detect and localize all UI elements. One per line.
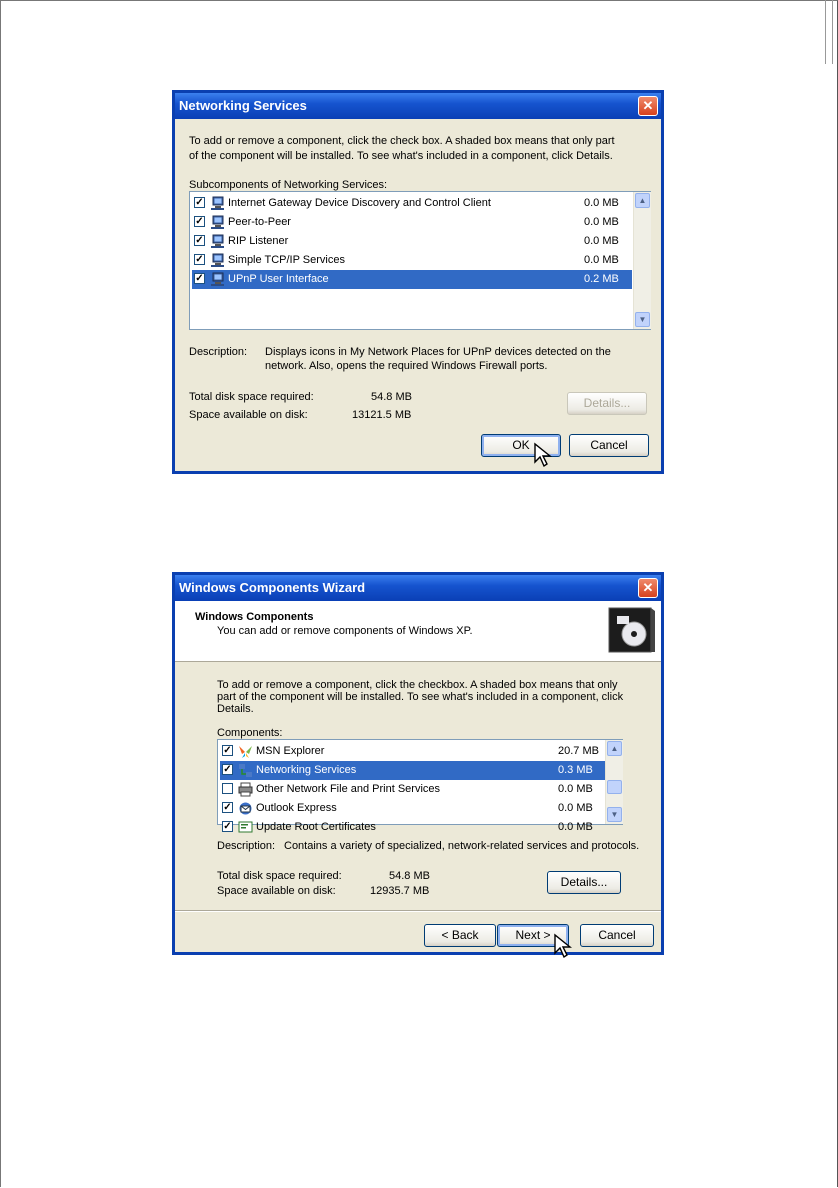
list-item-label: Simple TCP/IP Services bbox=[228, 254, 345, 266]
list-item-size: 20.7 MB bbox=[558, 745, 599, 757]
checkbox[interactable]: ✓ bbox=[195, 254, 204, 265]
windows-components-wizard bbox=[172, 572, 664, 955]
description-line1: Displays icons in My Network Places for UPnP devices detected on the bbox=[265, 346, 611, 358]
list-item[interactable] bbox=[220, 818, 606, 837]
checkbox[interactable]: ✓ bbox=[195, 273, 204, 284]
close-icon[interactable]: ✕ bbox=[638, 578, 658, 598]
intro-text-line3: Details. bbox=[217, 703, 254, 715]
back-button[interactable]: < Back bbox=[424, 924, 496, 947]
network-computer-icon bbox=[210, 253, 225, 268]
intro-text-line2: part of the component will be installed. To see what's included in a component, click bbox=[217, 691, 624, 703]
disk-required-value: 54.8 MB bbox=[371, 391, 412, 403]
details-button[interactable]: Details... bbox=[567, 392, 647, 415]
checkbox[interactable]: ✓ bbox=[195, 216, 204, 227]
list-item[interactable] bbox=[192, 270, 632, 289]
list-item-label: Peer-to-Peer bbox=[228, 216, 291, 228]
checkbox[interactable]: ✓ bbox=[195, 235, 204, 246]
list-item-label: Update Root Certificates bbox=[256, 821, 376, 833]
list-item-size: 0.0 MB bbox=[584, 216, 619, 228]
subcomponents-list[interactable] bbox=[189, 191, 651, 330]
list-item-label: Outlook Express bbox=[256, 802, 337, 814]
disk-required-label: Total disk space required: bbox=[217, 870, 342, 882]
list-item-size: 0.0 MB bbox=[558, 783, 593, 795]
dialog-titlebar[interactable] bbox=[175, 575, 661, 601]
dialog-titlebar[interactable] bbox=[175, 93, 661, 119]
scroll-thumb[interactable] bbox=[607, 780, 622, 794]
description-line2: network. Also, opens the required Windows Firewall ports. bbox=[265, 360, 548, 372]
mouse-pointer-icon bbox=[553, 933, 579, 959]
list-item[interactable] bbox=[220, 799, 606, 818]
list-item[interactable] bbox=[220, 761, 606, 780]
list-item-label: UPnP User Interface bbox=[228, 273, 329, 285]
disk-available-value: 12935.7 MB bbox=[370, 885, 430, 897]
network-computer-icon bbox=[210, 234, 225, 249]
checkbox[interactable]: ✓ bbox=[195, 197, 204, 208]
list-item[interactable] bbox=[220, 780, 606, 799]
page-edge-mark bbox=[825, 0, 833, 64]
wizard-header bbox=[175, 601, 661, 662]
description-text: Contains a variety of specialized, network-related services and protocols. bbox=[284, 840, 640, 852]
scroll-down-icon[interactable]: ▼ bbox=[607, 807, 622, 822]
next-button[interactable]: Next > bbox=[497, 924, 569, 947]
checkbox[interactable]: ✓ bbox=[223, 802, 232, 813]
scroll-up-icon[interactable]: ▲ bbox=[635, 193, 650, 208]
networking-services-dialog bbox=[172, 90, 664, 474]
checkbox[interactable]: ✓ bbox=[223, 764, 232, 775]
subcomponents-label: Subcomponents of Networking Services: bbox=[189, 179, 388, 191]
scroll-down-icon[interactable]: ▼ bbox=[635, 312, 650, 327]
msn-butterfly-icon bbox=[238, 744, 253, 759]
dialog-title: Networking Services bbox=[179, 98, 307, 113]
list-item-size: 0.0 MB bbox=[584, 235, 619, 247]
disk-required-label: Total disk space required: bbox=[189, 391, 314, 403]
checkbox[interactable]: ✓ bbox=[223, 821, 232, 832]
disk-available-label: Space available on disk: bbox=[189, 409, 308, 421]
close-icon[interactable]: ✕ bbox=[638, 96, 658, 116]
dialog-title: Windows Components Wizard bbox=[179, 580, 366, 595]
components-label: Components: bbox=[217, 727, 283, 739]
network-computer-icon bbox=[210, 272, 225, 287]
wizard-header-subtitle: You can add or remove components of Windows XP. bbox=[217, 625, 473, 637]
description-label: Description: bbox=[189, 346, 248, 358]
cancel-button[interactable]: Cancel bbox=[569, 434, 649, 457]
disk-available-label: Space available on disk: bbox=[217, 885, 336, 897]
checkbox[interactable]: ✓ bbox=[223, 745, 232, 756]
cancel-button[interactable]: Cancel bbox=[580, 924, 654, 947]
cd-box-icon bbox=[607, 606, 657, 654]
outlook-express-icon bbox=[238, 801, 253, 816]
wizard-divider bbox=[175, 910, 661, 912]
disk-required-value: 54.8 MB bbox=[389, 870, 430, 882]
network-icon bbox=[238, 763, 253, 778]
list-item-label: MSN Explorer bbox=[256, 745, 325, 757]
wizard-header-title: Windows Components bbox=[195, 611, 314, 623]
list-item-size: 0.0 MB bbox=[584, 197, 619, 209]
list-item-size: 0.0 MB bbox=[584, 254, 619, 266]
disk-available-value: 13121.5 MB bbox=[352, 409, 412, 421]
list-item[interactable] bbox=[192, 232, 632, 251]
list-item-size: 0.0 MB bbox=[558, 802, 593, 814]
list-item[interactable] bbox=[192, 213, 632, 232]
list-item-size: 0.2 MB bbox=[584, 273, 619, 285]
checkbox[interactable] bbox=[222, 783, 233, 794]
intro-text-line2: of the component will be installed. To see what's included in a component, click Details. bbox=[189, 150, 613, 162]
intro-text-line1: To add or remove a component, click the checkbox. A shaded box means that only bbox=[217, 679, 618, 691]
list-item-size: 0.3 MB bbox=[558, 764, 593, 776]
intro-text-line1: To add or remove a component, click the check box. A shaded box means that only part bbox=[189, 135, 615, 147]
network-computer-icon bbox=[210, 215, 225, 230]
components-list[interactable] bbox=[217, 739, 623, 833]
list-item-label: Networking Services bbox=[256, 764, 357, 776]
list-item[interactable] bbox=[192, 194, 632, 213]
scrollbar[interactable] bbox=[605, 740, 623, 824]
list-item-label: Other Network File and Print Services bbox=[256, 783, 441, 795]
description-label: Description: bbox=[217, 840, 276, 852]
list-item-label: RIP Listener bbox=[228, 235, 289, 247]
printer-network-icon bbox=[238, 782, 253, 797]
certificate-icon bbox=[238, 820, 253, 835]
ok-button[interactable]: OK bbox=[481, 434, 561, 457]
scrollbar[interactable] bbox=[633, 192, 651, 329]
scroll-up-icon[interactable]: ▲ bbox=[607, 741, 622, 756]
mouse-pointer-icon bbox=[533, 442, 559, 468]
details-button[interactable]: Details... bbox=[547, 871, 621, 894]
list-item-size: 0.0 MB bbox=[558, 821, 593, 833]
list-item-label: Internet Gateway Device Discovery and Control Client bbox=[228, 197, 491, 209]
network-computer-icon bbox=[210, 196, 225, 211]
list-item[interactable] bbox=[192, 251, 632, 270]
list-item[interactable] bbox=[220, 742, 606, 761]
